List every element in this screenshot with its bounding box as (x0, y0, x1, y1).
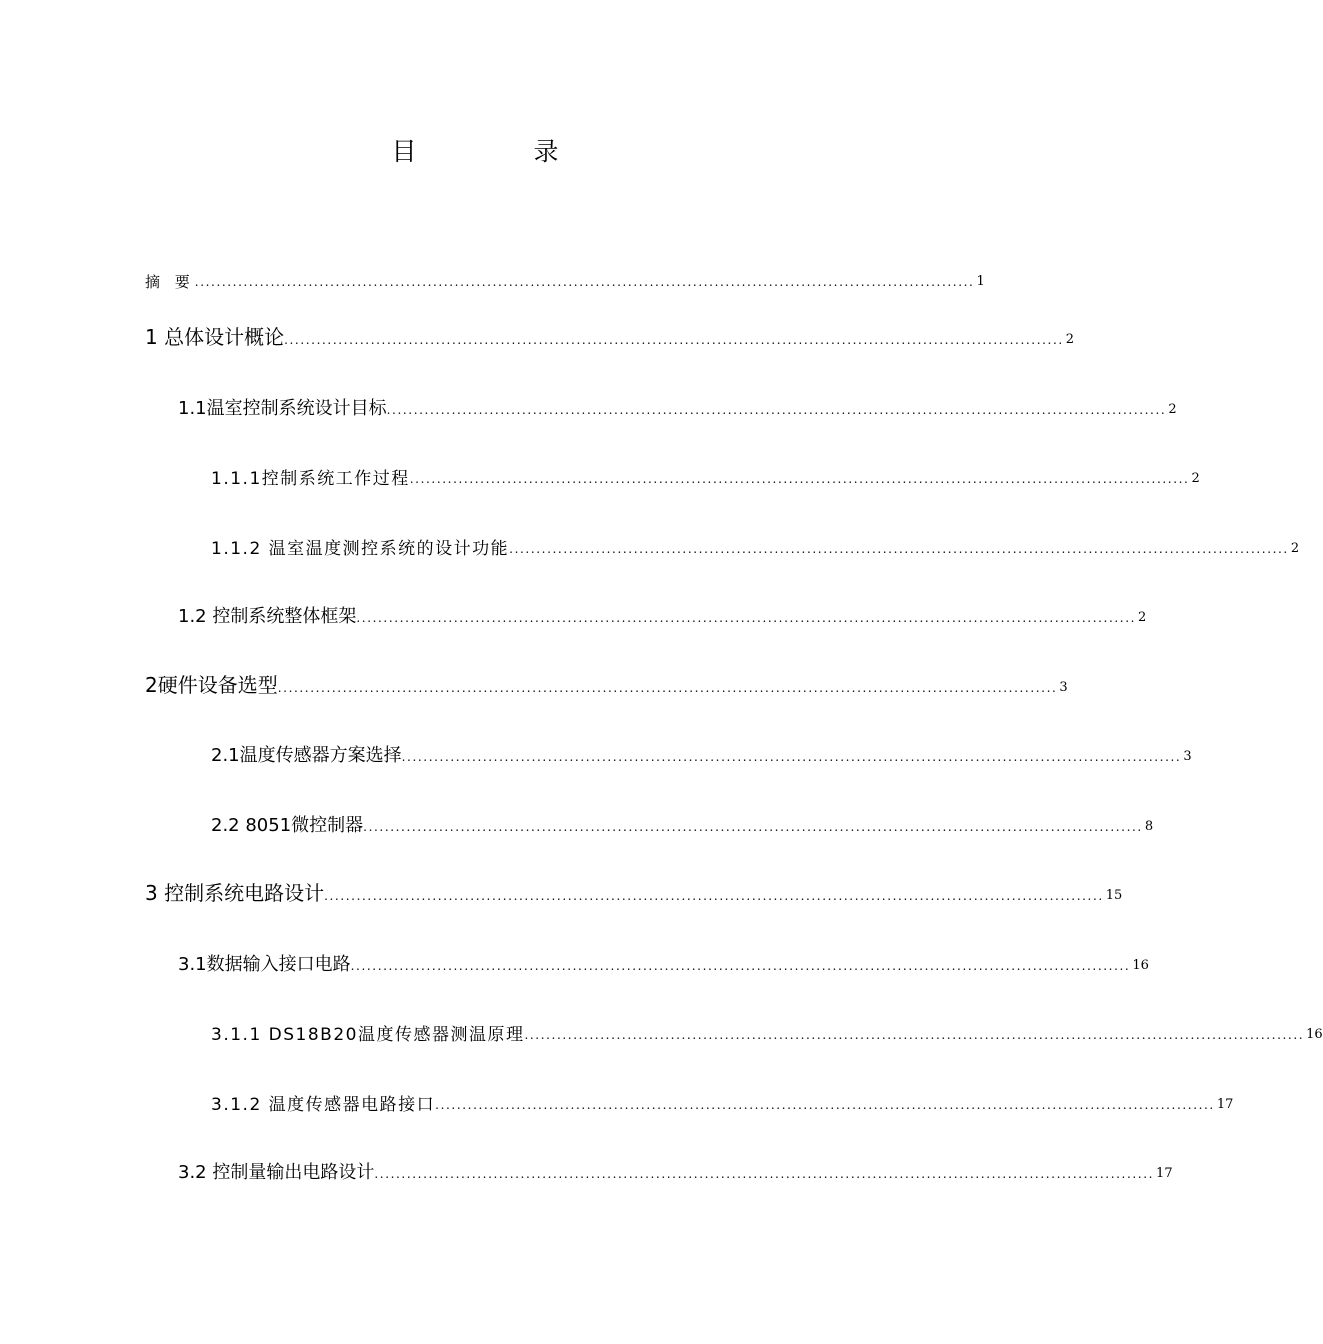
toc-entry-title: 1 总体设计概论 (145, 325, 285, 349)
page-title: 目 录 (391, 137, 605, 166)
toc-entry-section-1-1[interactable] (178, 390, 1177, 420)
toc-leader-dots: ................................................................................................................................................ (284, 333, 1064, 347)
toc-entry-title: 3 控制系统电路设计 (145, 881, 325, 905)
toc-entry-title: 3.1.1 DS18B20温度传感器测温原理 (211, 1025, 525, 1045)
toc-leader-dots: ................................................................................................................................................ (409, 472, 1190, 486)
toc-entry-section-1-1-1[interactable] (211, 459, 1200, 489)
toc-entry-title: 1.1.1控制系统工作过程 (211, 469, 410, 489)
toc-leader-dots: ................................................................................................................................................ (401, 750, 1182, 764)
toc-entry-title: 1.1温室控制系统设计目标 (178, 398, 387, 419)
toc-page-number: 2 (1138, 610, 1147, 625)
toc-entry-section-2-1[interactable] (211, 737, 1192, 767)
toc-page-number: 2 (1290, 541, 1300, 556)
toc-leader-dots: ................................................................................................................................................ (524, 1028, 1305, 1042)
toc-entry-chapter-2[interactable] (145, 668, 1068, 698)
toc-entry-section-2-2[interactable] (211, 807, 1154, 837)
toc-leader-dots: ................................................................................................................................................ (363, 820, 1143, 834)
toc-entry-title: 1.1.2 温室温度测控系统的设计功能 (211, 539, 510, 559)
toc-entry-title: 摘 要 (145, 273, 195, 291)
toc-entry-section-1-1-2[interactable] (211, 529, 1300, 559)
toc-entry-section-1-2[interactable] (178, 598, 1147, 628)
toc-leader-dots: ................................................................................................................................................ (324, 889, 1104, 903)
toc-entry-section-3-1-1[interactable] (211, 1015, 1323, 1045)
toc-entry-title: 1.2 控制系统整体框架 (178, 606, 357, 627)
toc-leader-dots: ................................................................................................................................................ (374, 1167, 1155, 1181)
toc-leader-dots: ................................................................................................................................................ (435, 1098, 1215, 1112)
toc-entry-title: 3.1数据输入接口电路 (178, 954, 351, 975)
toc-entry-title: 2硬件设备选型 (145, 673, 278, 697)
toc-page-number: 16 (1306, 1027, 1323, 1042)
toc-page-number: 17 (1156, 1166, 1173, 1181)
toc-page-number: 17 (1216, 1097, 1234, 1112)
toc-leader-dots: ................................................................................................................................................ (356, 611, 1137, 625)
toc-entry-chapter-1[interactable] (145, 320, 1075, 350)
toc-leader-dots: ................................................................................................................................................ (386, 403, 1167, 417)
toc-page-number: 15 (1105, 888, 1123, 903)
toc-page-number: 16 (1132, 958, 1149, 973)
toc-entry-title: 2.2 8051微控制器 (211, 815, 364, 836)
toc-entry-section-3-1-2[interactable] (211, 1085, 1234, 1115)
toc-page-number: 1 (976, 274, 985, 289)
toc-entry-section-3-1[interactable] (178, 946, 1149, 976)
toc-leader-dots: ................................................................................................................................................ (277, 681, 1058, 695)
toc-page-number: 3 (1183, 749, 1192, 764)
toc-page-number: 8 (1144, 819, 1154, 834)
toc-entry-abstract[interactable] (145, 262, 985, 292)
toc-entry-title: 2.1温度传感器方案选择 (211, 745, 402, 766)
toc-entry-title: 3.1.2 温度传感器电路接口 (211, 1095, 436, 1115)
toc-entry-chapter-3[interactable] (145, 876, 1123, 906)
toc-leader-dots: ................................................................................................................................................ (350, 959, 1131, 973)
toc-page-number: 3 (1059, 680, 1068, 695)
toc-leader-dots: ................................................................................................................................................ (194, 275, 975, 289)
toc-entry-section-3-2[interactable] (178, 1154, 1173, 1184)
toc-page-number: 2 (1168, 402, 1177, 417)
toc-entry-title: 3.2 控制量输出电路设计 (178, 1162, 375, 1183)
toc-leader-dots: ................................................................................................................................................ (509, 542, 1289, 556)
toc-page-number: 2 (1191, 471, 1200, 486)
toc-page-number: 2 (1065, 332, 1075, 347)
